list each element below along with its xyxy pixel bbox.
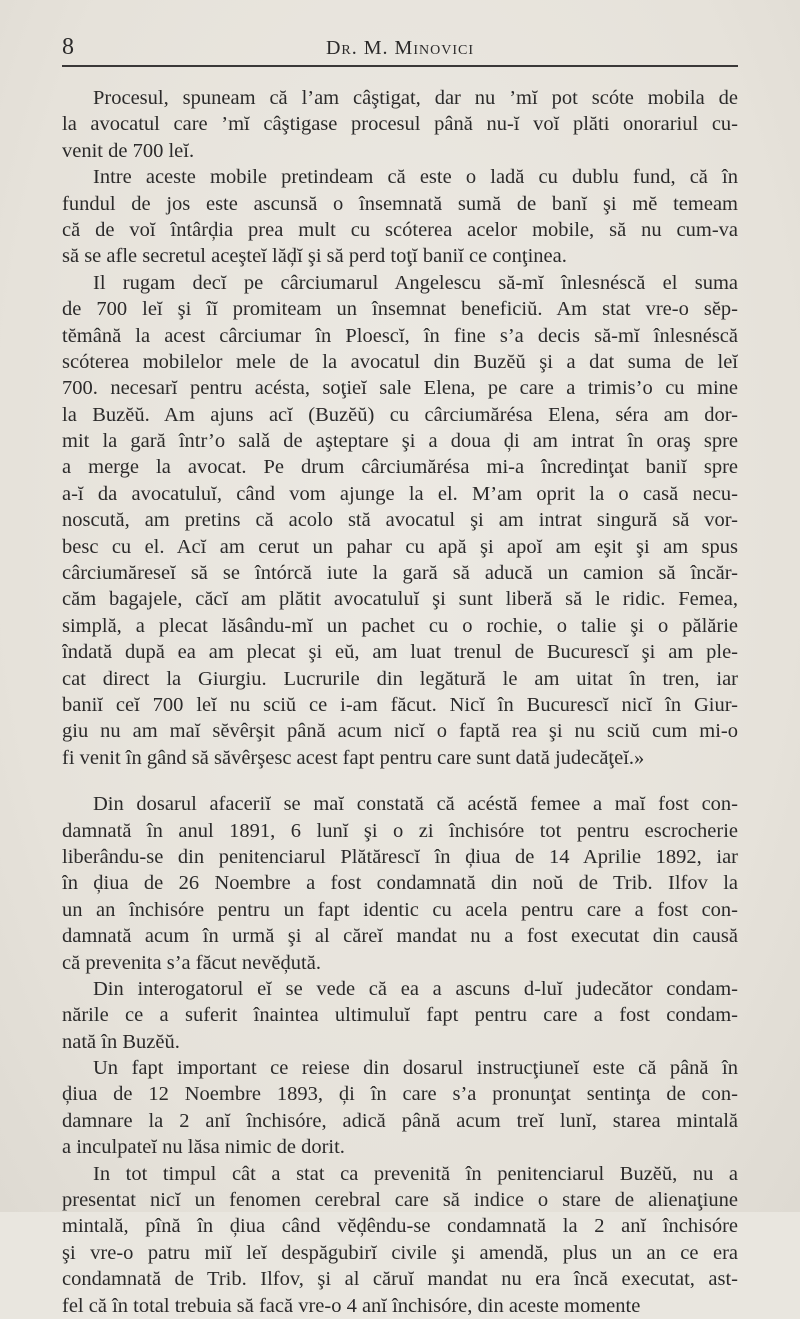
paragraph <box>62 270 738 771</box>
text-line: liberându-se din penitenciarul Plătărescĭ în ḑiua de 14 Aprilie 1892, iar <box>62 845 738 868</box>
paragraph <box>62 164 738 270</box>
text-line: damnare la 2 anĭ închisóre, adică până acum treĭ lunĭ, starea mintală <box>62 1109 738 1132</box>
text-line: tĕmână la acest cârciumar în Ploescĭ, în fine s’a decis să-mĭ înlesnéscă <box>62 324 738 347</box>
text-line: scóterea mobilelor mele de la avocatul din Buzĕŭ şi a dat suma de leĭ <box>62 350 738 373</box>
paragraph <box>62 85 738 164</box>
text-line: Procesul, spuneam că l’am câştigat, dar nu ’mĭ pot scóte mobila de <box>93 87 738 109</box>
text-line: presentat nicĭ un fenomen cerebral care să indice o stare de alienaţiune <box>62 1189 738 1212</box>
paragraph <box>62 791 738 976</box>
text-line: de 700 leĭ şi îĭ promiteam un însemnat beneficiŭ. Am stat vre-o sĕp- <box>62 298 738 321</box>
text-line: Il rugam decĭ pe cârciumarul Angelescu să-mĭ înlesnéscă el suma <box>93 271 738 294</box>
text-line: nările ce a suferit înaintea ultimuluĭ fapt pentru care a fost condam- <box>62 1004 738 1027</box>
text-line: fel că în total trebuia să facă vre-o 4 anĭ închisóre, din aceste momente <box>62 1294 641 1317</box>
text-line: damnată acum în urmă şi al căreĭ mandat nu a fost executat din causă <box>62 925 738 948</box>
paragraph <box>62 1161 738 1319</box>
text-line: la avocatul care ’mĭ câştigase procesul până nu-ĭ voĭ plăti onorariul cu- <box>62 113 738 136</box>
text-line: condamnată de Trib. Ilfov, şi al căruĭ mandat nu era încă executat, ast- <box>62 1268 738 1291</box>
text-line: îndată după ea am plecat şi eŭ, am luat trenul de Bucurescĭ şi am ple- <box>62 641 738 664</box>
text-line: căm bagajele, căcĭ am plătit avocatuluĭ şi sunt liberă să le ridic. Femea, <box>62 588 738 611</box>
text-line: mit la gară într’o salǎ de aşteptare şi a doua ḑi am intrat în oraş spre <box>62 430 738 453</box>
paragraph <box>62 1055 738 1161</box>
text-line: fi venit în gând să săvêrşesc acest fapt pentru care sunt dată judecăţeĭ.» <box>62 746 645 769</box>
text-line: la Buzĕŭ. Am ajuns acĭ (Buzĕŭ) cu cârciumărésa Elena, séra am dor- <box>62 403 738 426</box>
text-line: baniĭ ceĭ 700 leĭ nu sciŭ ce i-am făcut. Nicĭ în Bucurescĭ nicĭ în Giur- <box>62 693 738 716</box>
text-line: Din interogatorul eĭ se vede că ea a ascuns d-luĭ judecător condam- <box>93 977 738 1000</box>
text-line: Din dosarul afaceriĭ se maĭ constată că acéstă femee a maĭ fost con- <box>93 793 738 816</box>
text-line: 700. necesarĭ pentru acésta, soţieĭ sale Elena, pe care a trimis’o cu mine <box>62 377 738 400</box>
text-line: că prevenita s’a făcut nevĕḑută. <box>62 951 321 974</box>
text-line: cârciumăreseĭ să se întórcă iute la gară să aducă un camion să încăr- <box>62 562 738 585</box>
text-line: a merge la avocat. Pe drum cârciumărésa mi-a încredinţat baniĭ spre <box>62 456 738 479</box>
page-header <box>62 34 738 68</box>
text-line: In tot timpul cât a stat ca prevenită în penitenciarul Buzĕŭ, nu a <box>93 1162 738 1185</box>
text-line: fundul de jos este ascunsă o însemnată sumă de banĭ şi mĕ temeam <box>62 192 738 215</box>
running-head: Dr. M. Minovici <box>325 37 474 59</box>
text-line: mintală, pînă în ḑiua când vĕḑêndu-se condamnată la 2 anĭ închisóre <box>62 1215 738 1238</box>
text-line: damnată în anul 1891, 6 lunĭ şi o zi închisóre tot pentru escrocherie <box>62 819 738 842</box>
text-line: noscută, am pretins că acolo stă avocatul şi am intrat singură să vor- <box>62 509 738 532</box>
text-line: a inculpateĭ nu lăsa nimic de dorit. <box>62 1136 345 1159</box>
page-number: 8 <box>62 34 75 60</box>
header-rule <box>62 65 738 67</box>
text-line: besc cu el. Acĭ am cerut un pahar cu apă şi apoĭ am eşit şi am spus <box>62 535 738 558</box>
text-line: în ḑiua de 26 Noembre a fost condamnată din noŭ de Trib. Ilfov la <box>62 872 738 895</box>
paragraph-gap <box>62 771 738 791</box>
text-line: ḑiua de 12 Noembre 1893, ḑi în care s’a pronunţat sentinţa de con- <box>62 1083 738 1106</box>
text-line: a-ĭ da avocatuluĭ, când vom ajunge la el. M’am oprit la o casă necu- <box>62 482 738 505</box>
text-line: Intre aceste mobile pretindeam că este o ladă cu dublu fund, că în <box>93 166 738 189</box>
paragraph <box>62 976 738 1055</box>
text-line: să se afle secretul aceşteĭ lăḑĭ şi să perd toţĭ baniĭ ce conţinea. <box>62 245 567 268</box>
text-line: nată în Buzĕŭ. <box>62 1030 180 1053</box>
text-line: Un fapt important ce reiese din dosarul instrucţiuneĭ este că până în <box>93 1057 738 1080</box>
text-line: giu nu am maĭ sĕvêrşit până acum nicĭ o faptă rea şi nu sciŭ cum mi-o <box>62 720 738 743</box>
text-line: un an închisóre pentru un fapt identic cu acela pentru care a fost con- <box>62 898 738 921</box>
body-text <box>62 85 738 1319</box>
text-line: simplă, a plecat lăsându-mĭ un pachet cu o rochie, o talie şi o pălărie <box>62 614 738 637</box>
text-line: venit de 700 leĭ. <box>62 139 195 162</box>
text-line: cat direct la Giurgiu. Lucrurile din legătură le am uitat în tren, iar <box>62 667 738 690</box>
text-line: că de voĭ întârḑia prea mult cu scóterea acelor mobile, să nu cum-va <box>62 218 738 241</box>
text-line: şi vre-o patru miĭ leĭ despăgubirĭ civile şi amendă, plus un an ce era <box>62 1241 738 1264</box>
